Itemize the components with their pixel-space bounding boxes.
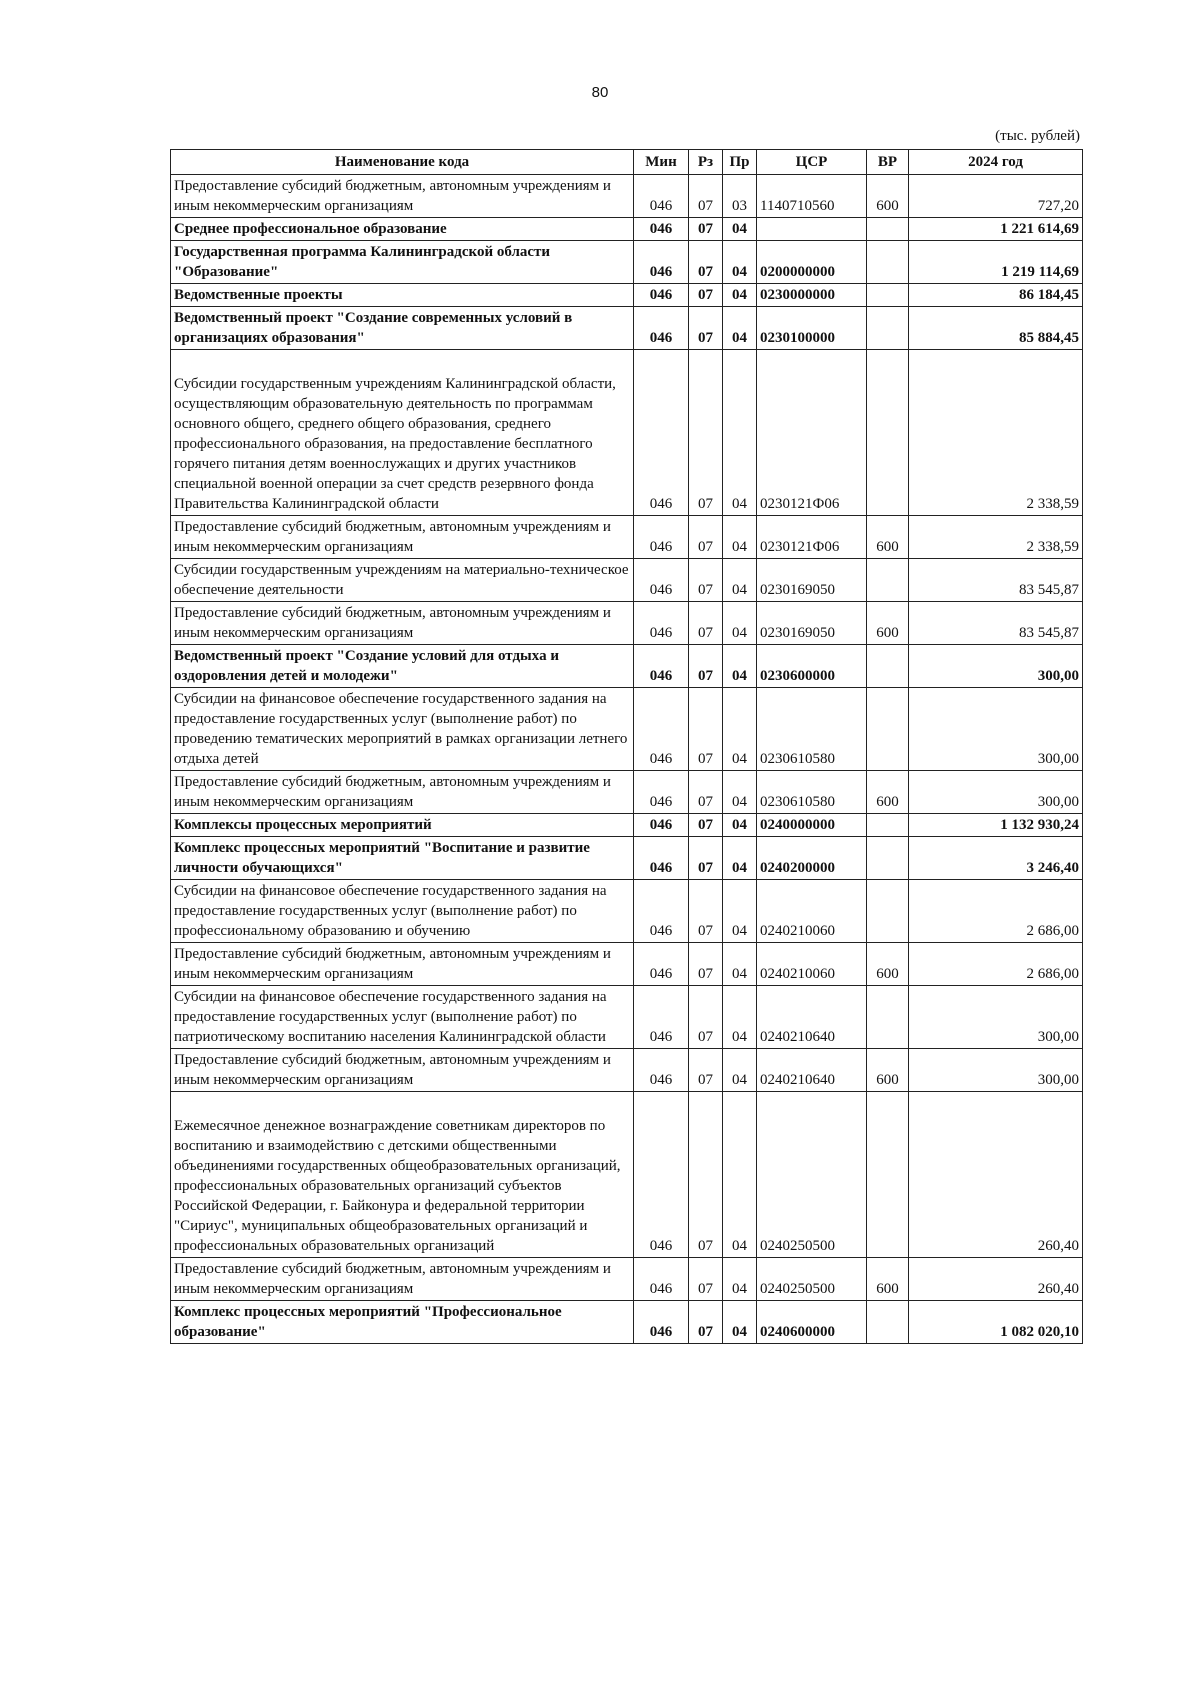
cell-pr: 04 [723, 218, 757, 241]
cell-csr: 0240250500 [757, 1092, 867, 1258]
cell-min: 046 [634, 1258, 689, 1301]
cell-rz: 07 [689, 837, 723, 880]
cell-amount: 2 338,59 [909, 350, 1083, 516]
cell-csr: 0230121Ф06 [757, 516, 867, 559]
cell-vr [867, 814, 909, 837]
cell-amount: 1 082 020,10 [909, 1301, 1083, 1344]
cell-min: 046 [634, 645, 689, 688]
cell-vr [867, 218, 909, 241]
header-vr: ВР [867, 150, 909, 175]
cell-min: 046 [634, 688, 689, 771]
table-row [171, 814, 1083, 837]
cell-csr: 0240210060 [757, 943, 867, 986]
cell-vr [867, 559, 909, 602]
cell-vr [867, 880, 909, 943]
cell-pr: 04 [723, 1092, 757, 1258]
cell-amount: 260,40 [909, 1092, 1083, 1258]
cell-pr: 04 [723, 1258, 757, 1301]
cell-min: 046 [634, 1049, 689, 1092]
cell-min: 046 [634, 516, 689, 559]
cell-pr: 04 [723, 516, 757, 559]
cell-min: 046 [634, 986, 689, 1049]
table-row [171, 284, 1083, 307]
cell-pr: 04 [723, 645, 757, 688]
cell-rz: 07 [689, 1258, 723, 1301]
header-rz: Рз [689, 150, 723, 175]
cell-csr: 0230169050 [757, 602, 867, 645]
cell-rz: 07 [689, 943, 723, 986]
cell-min: 046 [634, 284, 689, 307]
cell-name: Предоставление субсидий бюджетным, автономным учреждениям и иным некоммерческим организациям [171, 943, 634, 986]
cell-name: Предоставление субсидий бюджетным, автономным учреждениям и иным некоммерческим организациям [171, 516, 634, 559]
cell-pr: 04 [723, 814, 757, 837]
cell-min: 046 [634, 218, 689, 241]
cell-amount: 300,00 [909, 771, 1083, 814]
cell-name: Комплекс процессных мероприятий "Воспитание и развитие личности обучающихся" [171, 837, 634, 880]
cell-pr: 04 [723, 559, 757, 602]
table-row [171, 602, 1083, 645]
cell-vr: 600 [867, 516, 909, 559]
cell-pr: 04 [723, 350, 757, 516]
cell-name: Предоставление субсидий бюджетным, автономным учреждениям и иным некоммерческим организациям [171, 1258, 634, 1301]
cell-rz: 07 [689, 814, 723, 837]
cell-csr: 0200000000 [757, 241, 867, 284]
cell-rz: 07 [689, 1049, 723, 1092]
cell-name: Среднее профессиональное образование [171, 218, 634, 241]
cell-rz: 07 [689, 602, 723, 645]
cell-rz: 07 [689, 688, 723, 771]
cell-name: Субсидии государственным учреждениям на материально-техническое обеспечение деятельности [171, 559, 634, 602]
table-row [171, 516, 1083, 559]
cell-csr: 0240000000 [757, 814, 867, 837]
cell-name: Ведомственный проект "Создание условий для отдыха и оздоровления детей и молодежи" [171, 645, 634, 688]
cell-pr: 04 [723, 1049, 757, 1092]
cell-pr: 04 [723, 771, 757, 814]
cell-csr: 0240210060 [757, 880, 867, 943]
table-body [171, 175, 1083, 1344]
table-row [171, 559, 1083, 602]
cell-rz: 07 [689, 350, 723, 516]
cell-pr: 04 [723, 880, 757, 943]
cell-vr [867, 986, 909, 1049]
cell-min: 046 [634, 943, 689, 986]
cell-vr [867, 1092, 909, 1258]
cell-csr: 0230100000 [757, 307, 867, 350]
cell-name: Предоставление субсидий бюджетным, автономным учреждениям и иным некоммерческим организациям [171, 771, 634, 814]
cell-min: 046 [634, 814, 689, 837]
cell-csr: 0240600000 [757, 1301, 867, 1344]
cell-vr [867, 241, 909, 284]
cell-amount: 83 545,87 [909, 559, 1083, 602]
cell-rz: 07 [689, 175, 723, 218]
cell-amount: 1 132 930,24 [909, 814, 1083, 837]
cell-min: 046 [634, 559, 689, 602]
cell-amount: 2 338,59 [909, 516, 1083, 559]
cell-vr: 600 [867, 771, 909, 814]
cell-pr: 04 [723, 943, 757, 986]
cell-amount: 2 686,00 [909, 880, 1083, 943]
cell-csr: 0240210640 [757, 986, 867, 1049]
header-name: Наименование кода [171, 150, 634, 175]
cell-name: Субсидии государственным учреждениям Калининградской области, осуществляющим образовательную деятельность по программам основного общего, среднего общего образования, среднего профессионального образования, на предоставление бесплатного горячего питания детям военнослужащих и других участников специальной военной операции за счет средств резервного фонда Правительства Калининградской области [171, 350, 634, 516]
cell-rz: 07 [689, 1301, 723, 1344]
table-row [171, 688, 1083, 771]
cell-csr: 0240210640 [757, 1049, 867, 1092]
budget-table [170, 149, 1083, 1344]
cell-name: Государственная программа Калининградской области "Образование" [171, 241, 634, 284]
cell-csr: 0240250500 [757, 1258, 867, 1301]
cell-amount: 260,40 [909, 1258, 1083, 1301]
cell-rz: 07 [689, 559, 723, 602]
cell-vr: 600 [867, 1258, 909, 1301]
cell-amount: 300,00 [909, 986, 1083, 1049]
table-row [171, 1258, 1083, 1301]
cell-csr: 1140710560 [757, 175, 867, 218]
table-row [171, 218, 1083, 241]
table-row [171, 241, 1083, 284]
cell-csr: 0230121Ф06 [757, 350, 867, 516]
cell-amount: 300,00 [909, 645, 1083, 688]
cell-name: Комплексы процессных мероприятий [171, 814, 634, 837]
cell-rz: 07 [689, 516, 723, 559]
table-row [171, 307, 1083, 350]
table-row [171, 880, 1083, 943]
table-row [171, 943, 1083, 986]
cell-csr: 0230000000 [757, 284, 867, 307]
header-csr: ЦСР [757, 150, 867, 175]
cell-name: Субсидии на финансовое обеспечение государственного задания на предоставление государственных услуг (выполнение работ) по патриотическому воспитанию населения Калининградской области [171, 986, 634, 1049]
cell-min: 046 [634, 175, 689, 218]
cell-amount: 83 545,87 [909, 602, 1083, 645]
table-row [171, 175, 1083, 218]
table-row [171, 771, 1083, 814]
cell-amount: 300,00 [909, 688, 1083, 771]
cell-name: Ведомственные проекты [171, 284, 634, 307]
cell-pr: 04 [723, 241, 757, 284]
cell-name: Предоставление субсидий бюджетным, автономным учреждениям и иным некоммерческим организациям [171, 1049, 634, 1092]
table-header-row [171, 150, 1083, 175]
cell-csr: 0230610580 [757, 771, 867, 814]
cell-vr: 600 [867, 1049, 909, 1092]
cell-pr: 04 [723, 1301, 757, 1344]
cell-name: Субсидии на финансовое обеспечение государственного задания на предоставление государственных услуг (выполнение работ) по профессиональному образованию и обучению [171, 880, 634, 943]
cell-pr: 04 [723, 837, 757, 880]
cell-min: 046 [634, 307, 689, 350]
cell-csr: 0240200000 [757, 837, 867, 880]
table-row [171, 1049, 1083, 1092]
cell-pr: 04 [723, 307, 757, 350]
cell-vr: 600 [867, 943, 909, 986]
table-row [171, 645, 1083, 688]
cell-name: Ежемесячное денежное вознаграждение советникам директоров по воспитанию и взаимодействию с детскими общественными объединениями государственных общеобразовательных организаций, профессиональных образовательных организаций субъектов Российской Федерации, г. Байконура и федеральной территории "Сириус", муниципальных общеобразовательных организаций и профессиональных образовательных организаций [171, 1092, 634, 1258]
header-min: Мин [634, 150, 689, 175]
cell-min: 046 [634, 771, 689, 814]
cell-pr: 03 [723, 175, 757, 218]
cell-amount: 1 219 114,69 [909, 241, 1083, 284]
cell-vr [867, 688, 909, 771]
cell-amount: 85 884,45 [909, 307, 1083, 350]
cell-amount: 300,00 [909, 1049, 1083, 1092]
cell-csr: 0230610580 [757, 688, 867, 771]
cell-vr [867, 1301, 909, 1344]
header-pr: Пр [723, 150, 757, 175]
cell-amount: 86 184,45 [909, 284, 1083, 307]
cell-rz: 07 [689, 307, 723, 350]
table-row [171, 350, 1083, 516]
cell-pr: 04 [723, 284, 757, 307]
cell-name: Субсидии на финансовое обеспечение государственного задания на предоставление государственных услуг (выполнение работ) по проведению тематических мероприятий в рамках организации летнего отдыха детей [171, 688, 634, 771]
cell-csr: 0230600000 [757, 645, 867, 688]
cell-vr [867, 307, 909, 350]
cell-min: 046 [634, 1301, 689, 1344]
cell-pr: 04 [723, 688, 757, 771]
cell-vr [867, 837, 909, 880]
cell-vr [867, 284, 909, 307]
cell-pr: 04 [723, 602, 757, 645]
cell-min: 046 [634, 350, 689, 516]
cell-rz: 07 [689, 880, 723, 943]
cell-vr [867, 350, 909, 516]
table-row [171, 1092, 1083, 1258]
cell-rz: 07 [689, 986, 723, 1049]
cell-vr: 600 [867, 175, 909, 218]
cell-amount: 3 246,40 [909, 837, 1083, 880]
cell-rz: 07 [689, 771, 723, 814]
cell-min: 046 [634, 1092, 689, 1258]
cell-rz: 07 [689, 241, 723, 284]
cell-vr: 600 [867, 602, 909, 645]
cell-name: Предоставление субсидий бюджетным, автономным учреждениям и иным некоммерческим организациям [171, 602, 634, 645]
cell-rz: 07 [689, 1092, 723, 1258]
units-label: (тыс. рублей) [995, 128, 1080, 144]
header-year: 2024 год [909, 150, 1083, 175]
cell-pr: 04 [723, 986, 757, 1049]
cell-rz: 07 [689, 218, 723, 241]
cell-name: Комплекс процессных мероприятий "Профессиональное образование" [171, 1301, 634, 1344]
page-number: 80 [591, 84, 609, 101]
cell-name: Ведомственный проект "Создание современных условий в организациях образования" [171, 307, 634, 350]
cell-min: 046 [634, 241, 689, 284]
cell-csr: 0230169050 [757, 559, 867, 602]
cell-rz: 07 [689, 645, 723, 688]
table-row [171, 837, 1083, 880]
cell-min: 046 [634, 880, 689, 943]
cell-rz: 07 [689, 284, 723, 307]
table-row [171, 986, 1083, 1049]
cell-min: 046 [634, 602, 689, 645]
table-row [171, 1301, 1083, 1344]
cell-amount: 1 221 614,69 [909, 218, 1083, 241]
cell-csr [757, 218, 867, 241]
cell-amount: 727,20 [909, 175, 1083, 218]
cell-min: 046 [634, 837, 689, 880]
cell-vr [867, 645, 909, 688]
cell-amount: 2 686,00 [909, 943, 1083, 986]
cell-name: Предоставление субсидий бюджетным, автономным учреждениям и иным некоммерческим организациям [171, 175, 634, 218]
